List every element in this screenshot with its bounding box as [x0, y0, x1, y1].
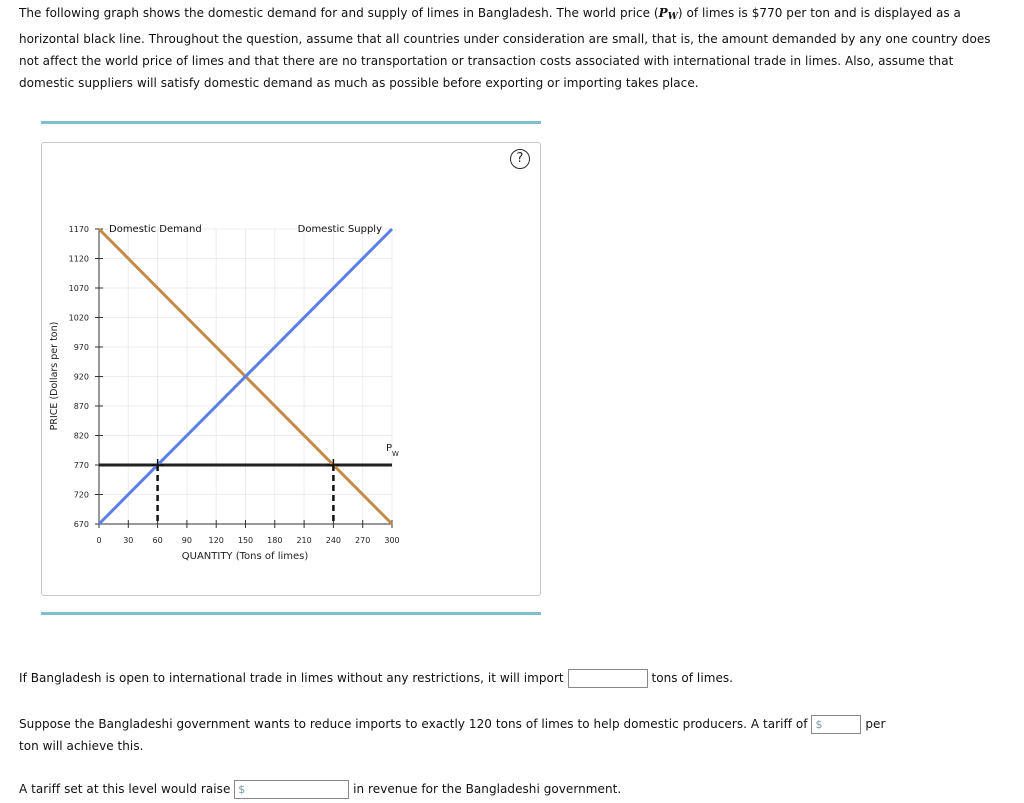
y-tick-label: 920	[73, 372, 89, 382]
x-tick-label: 90	[181, 536, 192, 545]
x-tick-label: 150	[237, 536, 254, 545]
y-tick-label: 1070	[68, 284, 89, 293]
intro-text-2: ) of limes is $770 per ton and is displayed as a horizontal black line. Throughout the question, assume that all countries under consideration are small, that is, the amount demanded by any one country does not affect the world price of limes and that there are no transportation or transaction costs associated with international trade in limes. Also, assume that domestic suppliers will satisfy domestic demand as much as possible before exporting or importing takes place.	[19, 6, 991, 90]
x-tick-label: 180	[267, 536, 283, 545]
y-tick-label: 670	[73, 520, 89, 529]
x-tick-label: 240	[325, 536, 342, 545]
question-1-text: If Bangladesh is open to international trade in limes without any restrictions, it will import	[19, 671, 564, 685]
x-tick-label: 120	[208, 536, 224, 545]
y-tick-label: 1170	[68, 225, 89, 234]
world-price-label-sub: W	[392, 450, 399, 458]
supply-curve-label: Domestic Supply	[297, 224, 382, 235]
question-3-text: A tariff set at this level would raise	[19, 782, 231, 796]
question-3-suffix: in revenue for the Bangladeshi government.	[353, 782, 622, 796]
imports-input[interactable]	[568, 669, 648, 688]
y-axis-title: PRICE (Dollars per ton)	[49, 321, 60, 431]
world-price-label	[386, 443, 399, 458]
graph-top-divider	[41, 121, 541, 124]
x-tick-label: 300	[384, 536, 400, 545]
help-icon[interactable]: ?	[510, 149, 530, 169]
x-tick-label: 210	[296, 536, 312, 545]
question-2-suffix: per ton will achieve this.	[19, 717, 886, 753]
world-price-symbol	[659, 6, 678, 20]
y-tick-label: 970	[73, 343, 89, 352]
x-tick-label: 270	[355, 536, 371, 545]
question-2-text: Suppose the Bangladeshi government wants to reduce imports to exactly 120 tons of limes to help domestic producers. A tariff of	[19, 717, 808, 731]
x-tick-label: 0	[96, 536, 102, 545]
x-tick-label: 30	[123, 536, 134, 545]
graph-bottom-divider	[41, 612, 541, 615]
intro-text-1: The following graph shows the domestic demand for and supply of limes in Bangladesh. The world price (	[19, 6, 659, 20]
world-price-symbol-sub: W	[667, 12, 678, 22]
world-price-label-main: P	[386, 443, 393, 454]
tariff-input[interactable]	[811, 715, 861, 734]
graph-panel	[41, 142, 541, 596]
world-price-symbol-main: P	[658, 6, 668, 20]
x-tick-label: 60	[152, 536, 163, 545]
question-1-suffix: tons of limes.	[651, 671, 734, 685]
supply-demand-chart	[42, 143, 540, 595]
question-intro	[19, 2, 1004, 94]
x-axis-title: QUANTITY (Tons of limes)	[181, 551, 309, 562]
question-3	[19, 780, 621, 799]
question-1	[19, 669, 733, 688]
y-tick-label: 1020	[68, 313, 89, 323]
y-tick-label: 870	[73, 402, 89, 411]
y-tick-label: 770	[73, 461, 89, 470]
question-2	[19, 713, 889, 757]
y-tick-label: 820	[73, 431, 89, 441]
demand-curve-label: Domestic Demand	[109, 224, 202, 235]
revenue-input[interactable]	[234, 780, 349, 799]
y-tick-label: 1120	[68, 254, 89, 264]
y-tick-label: 720	[73, 490, 89, 500]
